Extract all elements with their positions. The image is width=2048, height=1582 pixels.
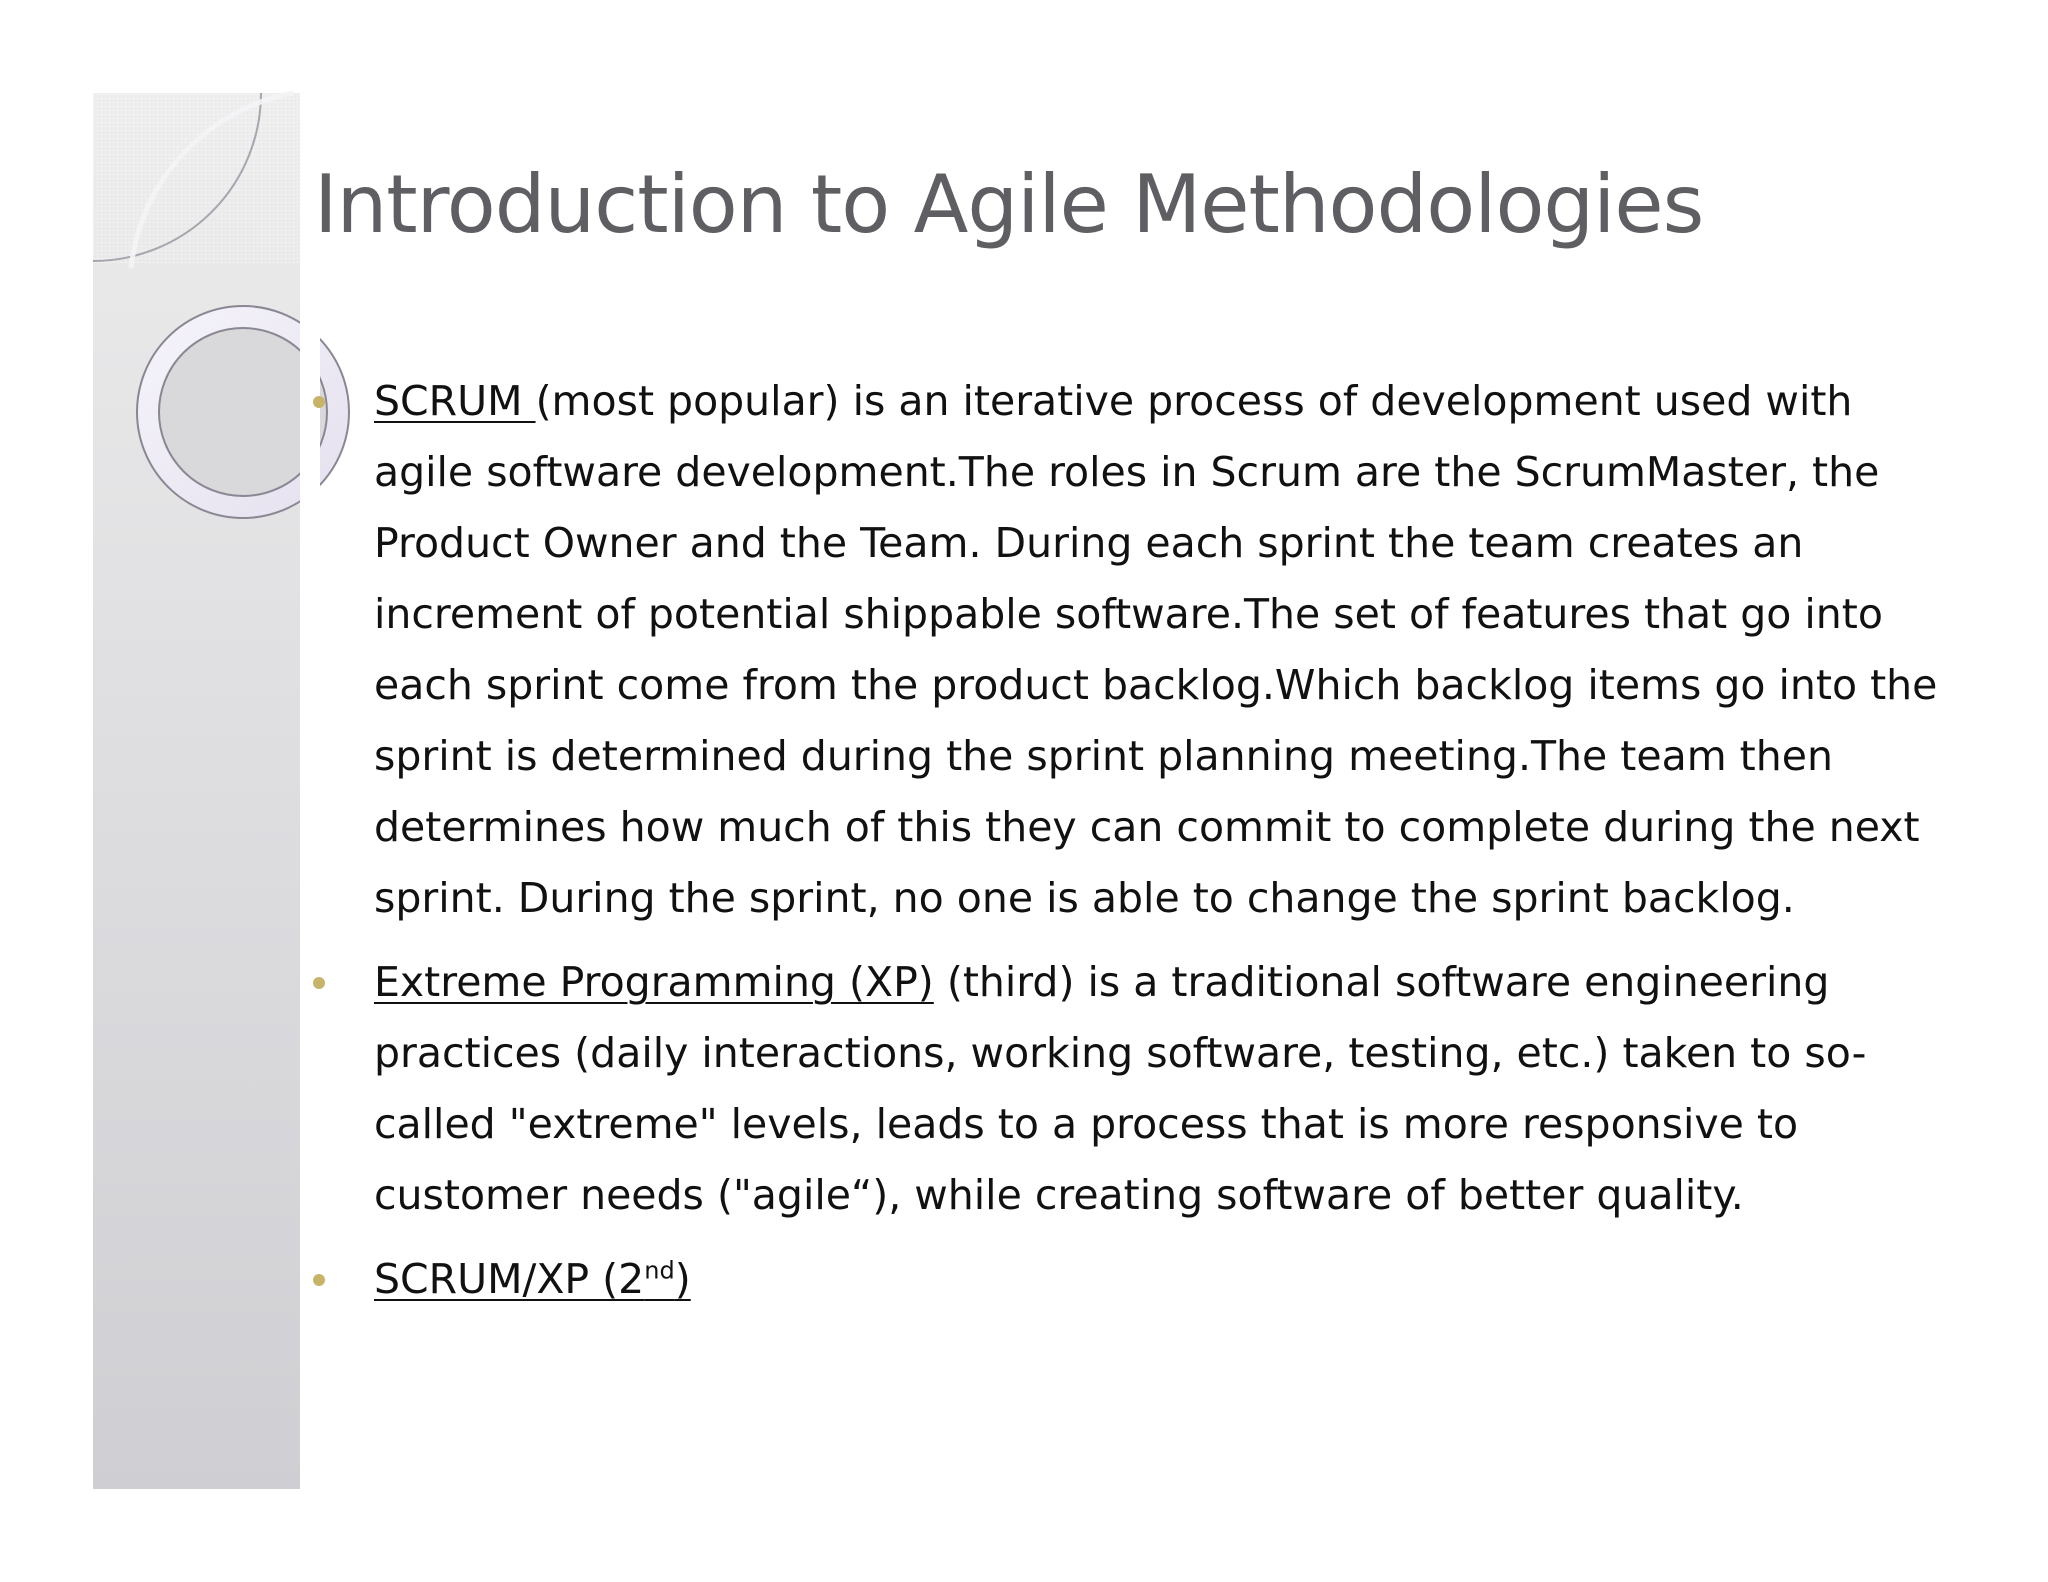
decorative-rings-graphic [93,93,313,553]
term-scrum-xp-close: ) [674,1255,691,1303]
light-arc-shape [131,93,293,268]
bullet-scrum-xp [374,1244,1954,1315]
scrum-description: (most popular) is an iterative process of development used with agile software development.The roles in Scrum are the ScrumMaster, the Product Owner and the Team. During each sprint the team creates an increment of potential shippable software.The set of features that go into each sprint come from the product backlog.Which backlog items go into the sprint is determined during the sprint planning meeting.The team then determines how much of this they can commit to complete during the next sprint. During the sprint, no one is able to change the sprint backlog. [374,377,1938,922]
term-scrum-xp-sup: nd [644,1256,675,1285]
bullet-xp [374,947,1954,1231]
bullet-dot-icon [313,1274,325,1286]
bullet-scrum [374,366,1954,934]
bullet-list [374,366,1954,1328]
term-scrum: SCRUM [374,377,536,425]
term-scrum-xp [374,1255,691,1303]
top-arc-shape [93,93,261,261]
bullet-dot-icon [313,396,325,408]
slide-title: Introduction to Agile Methodologies [314,158,1704,251]
ring-mask-shape [300,293,320,533]
bullet-dot-icon [313,977,325,989]
xp-description: (third) is a traditional software engineering practices (daily interactions, working software, testing, etc.) taken to so-called "extreme" levels, leads to a process that is more responsive to customer needs ("agile“), while creating software of better quality. [374,958,1867,1219]
term-xp: Extreme Programming (XP) [374,958,934,1006]
term-scrum-xp-main: SCRUM/XP (2 [374,1255,645,1303]
